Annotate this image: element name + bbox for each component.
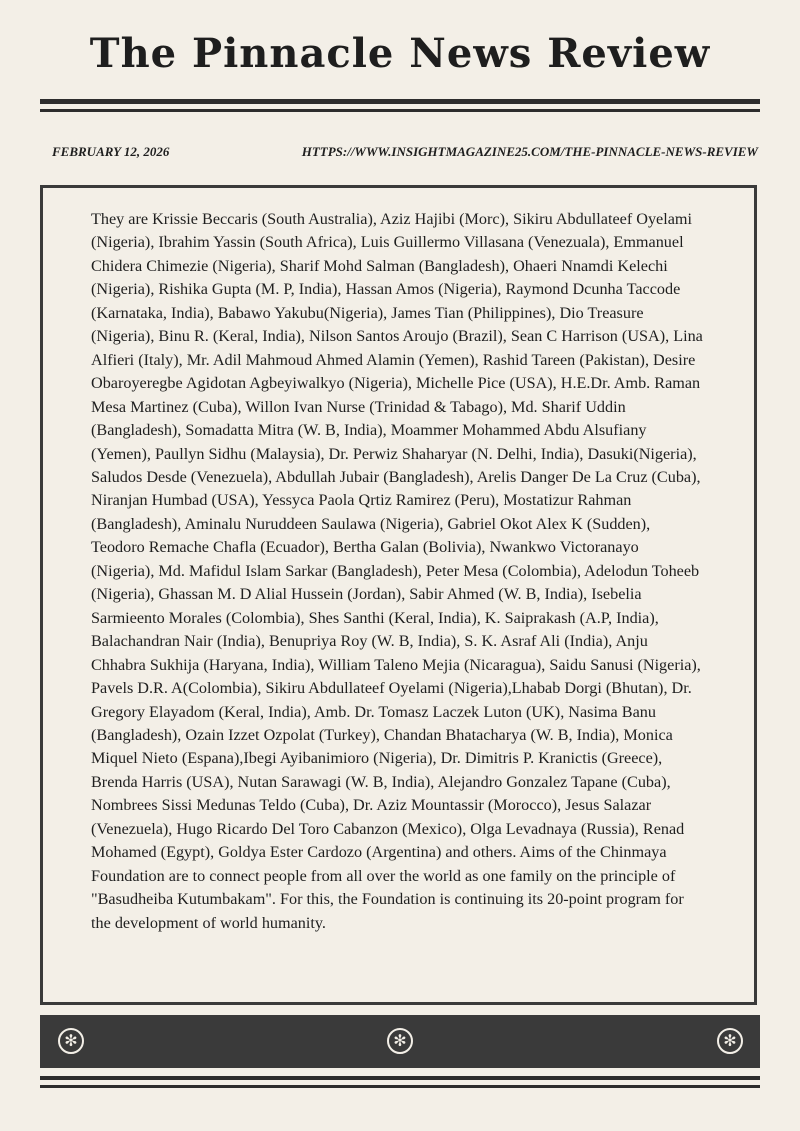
asterisk-circle-icon: ✻ (717, 1028, 743, 1054)
masthead-rule-thick (40, 99, 760, 104)
footer-rule-thin (40, 1085, 760, 1088)
footer-rule-thick (40, 1076, 760, 1080)
article-frame (40, 185, 757, 1005)
article-body: They are Krissie Beccaris (South Australia), Aziz Hajibi (Morc), Sikiru Abdullateef Oyelami (Nigeria), Ibrahim Yassin (South Africa), Luis Guillermo Villasana (Venezuala), Emmanuel Chidera Chimezie (Nigeria), Sharif Mohd Salman (Bangladesh), Ohaeri Nnamdi Kelechi (Nigeria), Rishika Gupta (M. P, India), Hassan Amos (Nigeria), Raymond Dcunha Taccode (Karnataka, India), Babawo Yakubu(Nigeria), James Tian (Philippines), Dio Treasure (Nigeria), Binu R. (Keral, India), Nilson Santos Aroujo (Brazil), Sean C Harrison (USA), Lina Alfieri (Italy), Mr. Adil Mahmoud Ahmed Alamin (Yemen), Rashid Tareen (Pakistan), Desire Obaroyeregbe Agidotan Agbeyiwalkyo (Nigeria), Michelle Pice (USA), H.E.Dr. Amb. Raman Mesa Martinez (Cuba), Willon Ivan Nurse (Trinidad & Tabago), Md. Sharif Uddin (Bangladesh), Somadatta Mitra (W. B, India), Moammer Mohammed Abdu Alsufiany (Yemen), Paullyn Sidhu (Malaysia), Dr. Perwiz Shaharyar (N. Delhi, India), Dasuki(Nigeria), Saludos Desde (Venezuela), Abdullah Jubair (Bangladesh), Arelis Danger De La Cruz (Cuba), Niranjan Humbad (USA), Yessyca Paola Qrtiz Ramirez (Peru), Mostatizur Rahman (Bangladesh), Aminalu Nuruddeen Saulawa (Nigeria), Gabriel Okot Alex K (Sudden), Teodoro Remache Chafla (Ecuador), Bertha Galan (Bolivia), Nwankwo Victoranayo (Nigeria), Md. Mafidul Islam Sarkar (Bangladesh), Peter Mesa (Colombia), Adelodun Toheeb (Nigeria), Ghassan M. D Alial Hussein (Jordan), Sabir Ahmed (W. B, India), Isebelia Sarmieento Morales (Colombia), Shes Santhi (Keral, India), K. Saiprakash (A.P, India), Balachandran Nair (India), Benupriya Roy (W. B, India), S. K. Asraf Ali (India), Anju Chhabra Sukhija (Haryana, India), William Taleno Mejia (Nicaragua), Saidu Sanusi (Nigeria), Pavels D.R. A(Colombia), Sikiru Abdullateef Oyelami (Nigeria),Lhabab Dorgi (Bhutan), Dr. Gregory Elayadom (Keral, India), Amb. Dr. Tomasz Laczek Luton (UK), Nasima Banu (Bangladesh), Ozain Izzet Ozpolat (Turkey), Chandan Bhatacharya (W. B, India), Monica Miquel Nieto (Espana),Ibegi Ayibanimioro (Nigeria), Dr. Dimitris P. Kranictis (Greece), Brenda Harris (USA), Nutan Sarawagi (W. B, India), Alejandro Gonzalez Tapane (Cuba), Nombrees Sissi Medunas Teldo (Cuba), Dr. Aziz Mountassir (Morocco), Jesus Salazar (Venezuela), Hugo Ricardo Del Toro Cabanzon (Mexico), Olga Levadnaya (Russia), Renad Mohamed (Egypt), Goldya Ester Cardozo (Argentina) and others. Aims of the Chinmaya Foundation are to connect people from all over the world as one family on the principle of "Basudheiba Kutumbakam". For this, the Foundation is continuing its 20-point program for the development of world humanity. (91, 210, 703, 932)
publication-url[interactable]: HTTPS://WWW.INSIGHTMAGAZINE25.COM/THE-PINNACLE-NEWS-REVIEW (301, 144, 758, 159)
footer-band (40, 1015, 760, 1068)
asterisk-circle-icon: ✻ (387, 1028, 413, 1054)
publication-date: FEBRUARY 12, 2026 (52, 144, 170, 159)
asterisk-circle-icon: ✻ (58, 1028, 84, 1054)
masthead-rule-thin (40, 109, 760, 112)
masthead-title: The Pinnacle News Review (89, 30, 711, 77)
